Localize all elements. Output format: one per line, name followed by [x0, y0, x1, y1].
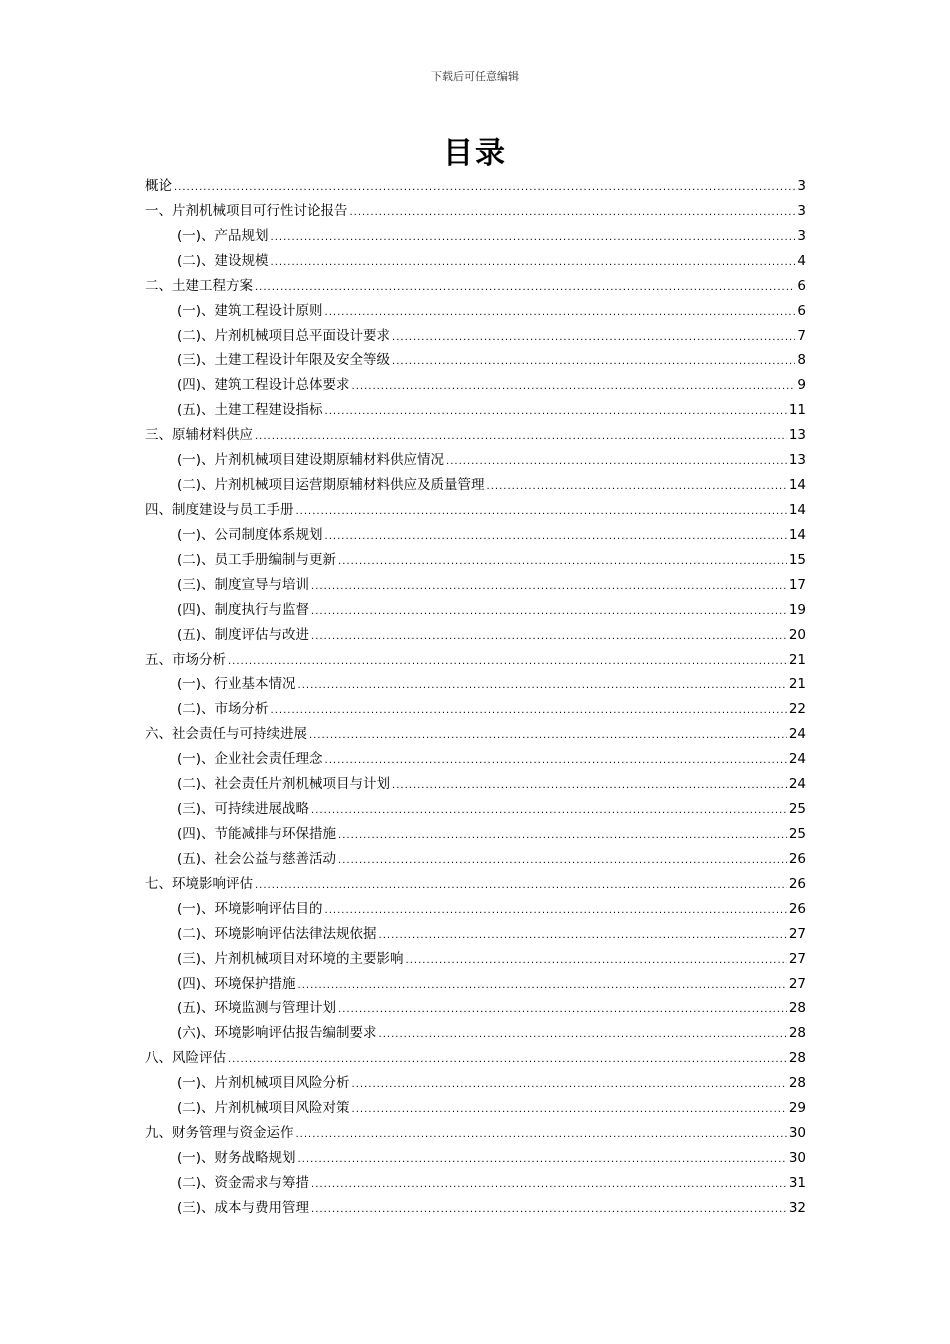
toc-entry-label: (四)、节能减排与环保措施 [177, 825, 337, 842]
toc-entry-page: 24 [788, 751, 806, 768]
toc-entry-label: (四)、制度执行与监督 [177, 601, 310, 618]
toc-entry[interactable] [145, 523, 806, 548]
toc-leader-dots [309, 724, 787, 749]
toc-entry-label: (二)、员工手册编制与更新 [177, 551, 337, 568]
toc-entry-page: 21 [788, 651, 806, 668]
toc-entry[interactable] [145, 598, 806, 623]
toc-entry-label: (三)、片剂机械项目对环境的主要影响 [177, 950, 404, 967]
toc-entry-page: 9 [797, 377, 806, 394]
toc-entry-page: 17 [788, 576, 806, 593]
toc-leader-dots [174, 176, 795, 201]
toc-entry[interactable] [145, 1046, 806, 1071]
toc-entry-label: 一、片剂机械项目可行性讨论报告 [145, 202, 348, 219]
toc-entry-page: 32 [788, 1199, 806, 1216]
toc-leader-dots [325, 525, 787, 550]
toc-entry[interactable] [145, 1171, 806, 1196]
toc-entry-page: 28 [788, 1075, 806, 1092]
toc-entry-label: (二)、片剂机械项目总平面设计要求 [177, 327, 391, 344]
toc-entry[interactable] [145, 423, 806, 448]
toc-leader-dots [255, 874, 787, 899]
toc-entry[interactable] [145, 1196, 806, 1221]
toc-leader-dots [325, 301, 796, 326]
toc-leader-dots [352, 375, 796, 400]
toc-entry-page: 24 [788, 776, 806, 793]
toc-leader-dots [298, 1148, 787, 1173]
toc-entry-page: 27 [788, 950, 806, 967]
toc-entry[interactable] [145, 872, 806, 897]
toc-entry-page: 27 [788, 975, 806, 992]
toc-leader-dots [255, 425, 787, 450]
toc-leader-dots [406, 949, 787, 974]
toc-entry[interactable] [145, 947, 806, 972]
toc-entry[interactable] [145, 498, 806, 523]
toc-leader-dots [338, 849, 787, 874]
toc-entry[interactable] [145, 996, 806, 1021]
toc-leader-dots [311, 1173, 787, 1198]
toc-leader-dots [338, 998, 787, 1023]
toc-entry-page: 3 [797, 178, 806, 194]
toc-entry-label: (一)、企业社会责任理念 [177, 751, 323, 768]
toc-entry[interactable] [145, 822, 806, 847]
toc-entry[interactable] [145, 797, 806, 822]
toc-entry-label: (五)、环境监测与管理计划 [177, 1000, 337, 1017]
toc-leader-dots [338, 550, 787, 575]
toc-entry-label: (一)、环境影响评估目的 [177, 900, 323, 917]
toc-entry[interactable] [145, 249, 806, 274]
toc-entry-page: 27 [788, 925, 806, 942]
toc-entry-label: (一)、公司制度体系规划 [177, 526, 323, 543]
toc-entry-page: 26 [788, 850, 806, 867]
toc-entry-page: 26 [788, 900, 806, 917]
toc-entry-label: (二)、片剂机械项目运营期原辅材料供应及质量管理 [177, 477, 485, 494]
toc-entry-page: 28 [788, 1050, 806, 1067]
toc-entry-page: 25 [788, 801, 806, 818]
toc-entry-label: (三)、土建工程设计年限及安全等级 [177, 352, 391, 369]
toc-leader-dots [271, 251, 796, 276]
toc-entry[interactable] [145, 747, 806, 772]
toc-entry-page: 6 [797, 302, 806, 319]
toc-entry[interactable] [145, 548, 806, 573]
toc-entry[interactable] [145, 274, 806, 299]
toc-entry[interactable] [145, 348, 806, 373]
toc-title: 目录 [443, 136, 507, 171]
toc-entry[interactable] [145, 174, 806, 199]
toc-entry-page: 24 [788, 726, 806, 743]
toc-entry-label: 七、环境影响评估 [145, 875, 253, 892]
toc-entry[interactable] [145, 972, 806, 997]
toc-entry-page: 20 [788, 626, 806, 643]
toc-entry-page: 15 [788, 551, 806, 568]
toc-entry[interactable] [145, 697, 806, 722]
toc-leader-dots [228, 1048, 787, 1073]
toc-entry-label: (四)、建筑工程设计总体要求 [177, 377, 350, 394]
toc-entry[interactable] [145, 299, 806, 324]
toc-leader-dots [352, 1098, 787, 1123]
toc-entry-page: 26 [788, 875, 806, 892]
toc-entry-page: 14 [788, 477, 806, 494]
toc-entry-label: (一)、产品规划 [177, 227, 269, 244]
toc-leader-dots [311, 600, 787, 625]
toc-entry-page: 3 [797, 202, 806, 219]
toc-leader-dots [271, 699, 787, 724]
toc-leader-dots [379, 1023, 787, 1048]
toc-entry-label: (三)、制度宣导与培训 [177, 576, 310, 593]
header-note: 下载后可任意编辑 [431, 70, 519, 83]
toc-entry-page: 6 [797, 277, 806, 294]
toc-entry[interactable] [145, 672, 806, 697]
toc-entry-label: 四、制度建设与员工手册 [145, 501, 294, 518]
toc-entry-page: 31 [788, 1174, 806, 1191]
toc-entry[interactable] [145, 473, 806, 498]
toc-entry-label: (一)、行业基本情况 [177, 676, 296, 693]
toc-entry-page: 13 [788, 427, 806, 444]
toc-leader-dots [392, 326, 795, 351]
toc-entry-label: (一)、财务战略规划 [177, 1149, 296, 1166]
toc-entry-page: 21 [788, 676, 806, 693]
toc-entry-label: 六、社会责任与可持续进展 [145, 726, 307, 743]
toc-entry[interactable] [145, 922, 806, 947]
toc-entry-page: 28 [788, 1000, 806, 1017]
toc-entry-label: (五)、土建工程建设指标 [177, 402, 323, 419]
toc-entry-page: 30 [788, 1149, 806, 1166]
toc-entry-page: 25 [788, 825, 806, 842]
toc-leader-dots [325, 899, 787, 924]
toc-entry[interactable] [145, 1096, 806, 1121]
toc-entry-page: 28 [788, 1025, 806, 1042]
toc-entry[interactable] [145, 648, 806, 673]
toc-entry[interactable] [145, 448, 806, 473]
toc-entry-label: (二)、建设规模 [177, 252, 269, 269]
toc-entry[interactable] [145, 324, 806, 349]
toc-entry-page: 8 [797, 352, 806, 369]
toc-entry[interactable] [145, 623, 806, 648]
toc-entry-label: 五、市场分析 [145, 651, 226, 668]
toc-entry-label: (四)、环境保护措施 [177, 975, 296, 992]
toc-leader-dots [487, 475, 787, 500]
toc-leader-dots [298, 974, 787, 999]
toc-entry-label: (二)、市场分析 [177, 701, 269, 718]
toc-entry-page: 7 [797, 327, 806, 344]
toc-entry[interactable] [145, 1071, 806, 1096]
toc-entry-label: (三)、可持续进展战略 [177, 801, 310, 818]
toc-leader-dots [311, 625, 787, 650]
toc-leader-dots [325, 400, 787, 425]
toc-leader-dots [311, 575, 787, 600]
toc-entry[interactable] [145, 1021, 806, 1046]
toc-entry-page: 22 [788, 701, 806, 718]
toc-leader-dots [392, 350, 795, 375]
toc-entry-label: 九、财务管理与资金运作 [145, 1125, 294, 1142]
toc-entry[interactable] [145, 373, 806, 398]
toc-leader-dots [379, 924, 787, 949]
toc-entry[interactable] [145, 1121, 806, 1146]
toc-leader-dots [228, 650, 787, 675]
toc-entry-label: (六)、环境影响评估报告编制要求 [177, 1025, 377, 1042]
toc-leader-dots [352, 1073, 787, 1098]
toc-entry-label: (五)、制度评估与改进 [177, 626, 310, 643]
toc-entry-page: 14 [788, 501, 806, 518]
toc-entry-page: 14 [788, 526, 806, 543]
toc-entry-page: 3 [797, 227, 806, 244]
toc-leader-dots [311, 799, 787, 824]
toc-entry[interactable] [145, 772, 806, 797]
toc-entry-label: (二)、片剂机械项目风险对策 [177, 1100, 350, 1117]
toc-entry[interactable] [145, 573, 806, 598]
toc-entry-label: (五)、社会公益与慈善活动 [177, 850, 337, 867]
toc-entry-page: 30 [788, 1125, 806, 1142]
toc-entry-label: 八、风险评估 [145, 1050, 226, 1067]
toc-entry-label: (一)、建筑工程设计原则 [177, 302, 323, 319]
toc-leader-dots [296, 500, 787, 525]
toc-entry-page: 13 [788, 452, 806, 469]
toc-leader-dots [338, 824, 787, 849]
toc-entry[interactable] [145, 398, 806, 423]
toc-entry-label: (二)、环境影响评估法律法规依据 [177, 925, 377, 942]
toc-leader-dots [271, 226, 796, 251]
toc-entry-label: (二)、社会责任片剂机械项目与计划 [177, 776, 391, 793]
toc-leader-dots [296, 1123, 787, 1148]
toc-entry-label: (三)、成本与费用管理 [177, 1199, 310, 1216]
toc-leader-dots [255, 276, 795, 301]
toc-entry-label: (二)、资金需求与筹措 [177, 1174, 310, 1191]
toc-entry-label: 三、原辅材料供应 [145, 427, 253, 444]
toc-entry[interactable] [145, 199, 806, 224]
toc-leader-dots [311, 1198, 787, 1223]
toc-entry-page: 4 [797, 252, 806, 269]
toc-leader-dots [325, 749, 787, 774]
toc-entry-page: 29 [788, 1100, 806, 1117]
toc-leader-dots [298, 674, 787, 699]
toc-entry[interactable] [145, 722, 806, 747]
toc-entry-label: (一)、片剂机械项目建设期原辅材料供应情况 [177, 452, 445, 469]
toc-entry-label: 二、土建工程方案 [145, 277, 253, 294]
toc-leader-dots [392, 774, 787, 799]
toc-entry[interactable] [145, 897, 806, 922]
toc-entry-label: (一)、片剂机械项目风险分析 [177, 1075, 350, 1092]
toc-leader-dots [350, 201, 796, 226]
toc-entry-page: 19 [788, 601, 806, 618]
toc-entry-page: 11 [788, 402, 806, 419]
toc-leader-dots [446, 450, 787, 475]
toc-entry[interactable] [145, 847, 806, 872]
toc-entry-label: 概论 [145, 178, 172, 194]
toc-entry[interactable] [145, 224, 806, 249]
table-of-contents [145, 174, 806, 1221]
toc-entry[interactable] [145, 1146, 806, 1171]
